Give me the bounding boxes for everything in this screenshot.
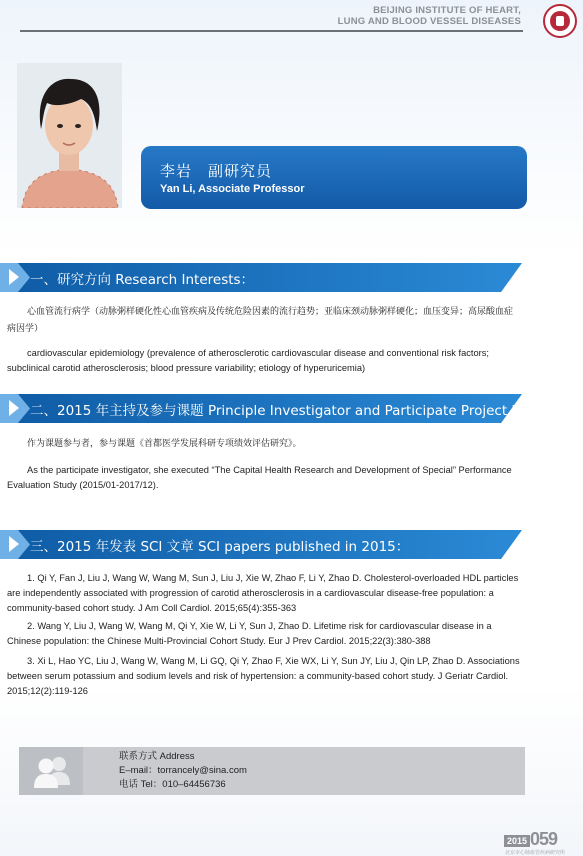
paper-item: 3. Xi L, Hao YC, Liu J, Wang W, Wang M, Li GQ, Qi Y, Zhao F, Xie WX, Li Y, Sun JY, Liu J, Qin LP, Zhao D. Associations between serum potassium and sodium levels and risk of hypertension: a community-based cohort study. J Geriatr Cardiol. 2015;12(2):119-126 xyxy=(7,656,520,696)
section-heading-label: 二、2015 年主持及参与课题 Principle Investigator and Participate Project in 2015： xyxy=(30,403,576,419)
institute-logo-icon xyxy=(543,4,577,38)
profile-photo xyxy=(17,63,122,208)
profile-name-cn: 李岩 副研究员 xyxy=(160,162,273,180)
project-paragraph-cn: 作为课题参与者，参与课题《首都医学发展科研专项绩效评估研究》。 xyxy=(27,439,302,449)
profile-name-box xyxy=(141,146,527,209)
section-heading-label: 一、研究方向 Research Interests： xyxy=(30,272,255,288)
footer-subtitle: 北京市心肺血管疾病研究所 xyxy=(505,850,566,856)
people-icon xyxy=(19,747,83,795)
contact-email: E–mail：torrancely@sina.com xyxy=(119,765,247,776)
arrow-right-icon xyxy=(9,400,19,416)
contact-phone: 电话 Tel：010–64456736 xyxy=(119,779,226,790)
paper-item: 2. Wang Y, Liu J, Wang W, Wang M, Qi Y, Xie W, Li Y, Sun J, Zhao D. Lifetime risk for cardiovascular disease in a Chinese population: the Chinese Multi-Provincial Cohort Study. Eur J Prev Cardiol. 2015;22(3):380-388 xyxy=(7,621,492,646)
footer-year: 2015 xyxy=(504,835,530,847)
contact-text xyxy=(119,750,247,792)
header-divider xyxy=(20,30,523,32)
section-heading-projects xyxy=(0,394,576,423)
project-paragraph-en: As the participate investigator, she executed “The Capital Health Research and Development of Special” Performance Evaluation Study (2015/01-2017/12). xyxy=(7,465,512,490)
paper-item: 1. Qi Y, Fan J, Liu J, Wang W, Wang M, Sun J, Liu J, Xie W, Zhao F, Li Y, Zhao D. Cholesterol-overloaded HDL particles are independently associated with progression of carotid atherosclerosis in a cardiovascular disease-free population: a community-based cohort study. J Am Coll Cardiol. 2015;65(4):355-363 xyxy=(7,573,519,613)
section-heading-label: 三、2015 年发表 SCI 文章 SCI papers published in 2015： xyxy=(30,539,410,555)
header-title-line2: LUNG AND BLOOD VESSEL DISEASES xyxy=(337,16,521,27)
header-title-line1: BEIJING INSTITUTE OF HEART, xyxy=(373,5,521,16)
contact-title: 联系方式 Address xyxy=(119,751,195,762)
section-heading-research xyxy=(0,263,522,292)
arrow-right-icon xyxy=(9,536,19,552)
research-paragraph-en: cardiovascular epidemiology (prevalence of atherosclerotic cardiovascular disease and conventional risk factors; subclinical carotid atherosclerosis; blood pressure variability; etiology of hyperuricemia) xyxy=(7,348,489,373)
section-heading-papers xyxy=(0,530,522,559)
profile-name-en: Yan Li, Associate Professor xyxy=(160,183,305,195)
contact-box xyxy=(19,747,525,795)
header-title xyxy=(338,5,521,27)
research-paragraph-cn: 心血管流行病学（动脉粥样硬化性心血管疾病及传统危险因素的流行趋势；亚临床颈动脉粥样硬化；血压变异；高尿酸血症病因学） xyxy=(7,307,514,334)
page-number: 059 xyxy=(530,829,558,849)
arrow-right-icon xyxy=(9,269,19,285)
